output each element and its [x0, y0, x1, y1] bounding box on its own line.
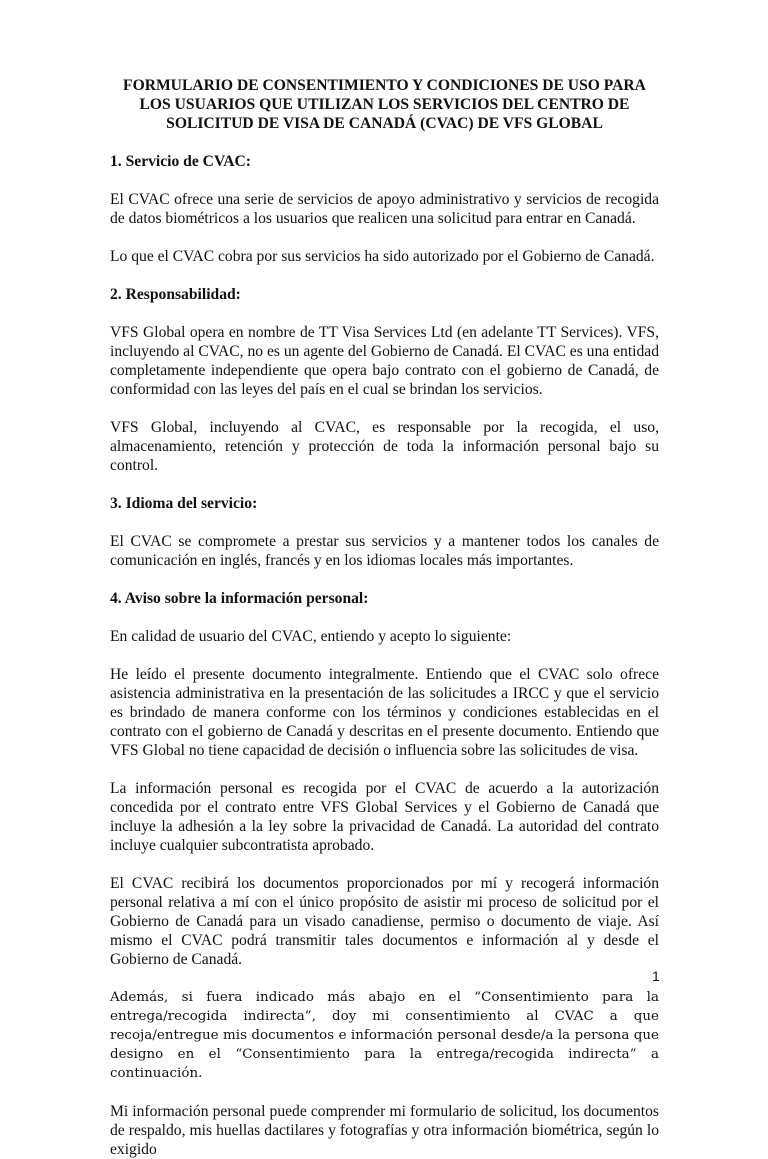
- page-number: 1: [652, 968, 660, 984]
- paragraph: En calidad de usuario del CVAC, entiendo y acepto lo siguiente:: [110, 628, 512, 645]
- paragraph: La información personal es recogida por el CVAC de acuerdo a la autorización concedida por el contrato entre VFS Global Services y el Gobierno de Canadá que incluye la adhesión a la ley sobre la privacidad de Canadá. La autoridad del contrato incluye cualquier subcontratista aprobado.: [110, 780, 659, 854]
- paragraph: Además, si fuera indicado más abajo en el “Consentimiento para la entrega/recogida indirecta”, doy mi consentimiento al CVAC a que recoja/entregue mis documentos e información personal desde/a la persona que designo en el “Consentimiento para la entrega/recogida indirecta” a continuación.: [110, 990, 659, 1081]
- document-title: FORMULARIO DE CONSENTIMIENTO Y CONDICIONES DE USO PARA LOS USUARIOS QUE UTILIZAN LOS SERVICIOS DEL CENTRO DE SOLICITUD DE VISA DE CANADÁ (CVAC) DE VFS GLOBAL: [123, 77, 646, 132]
- paragraph: El CVAC recibirá los documentos proporcionados por mí y recogerá información personal relativa a mí con el único propósito de asistir mi proceso de solicitud por el Gobierno de Canadá para un visado canadiense, permiso o documento de viaje. Así mismo el CVAC podrá transmitir tales documentos e información al y desde el Gobierno de Canadá.: [110, 875, 659, 968]
- section-heading-responsabilidad: 2. Responsabilidad:: [110, 286, 241, 303]
- paragraph: El CVAC se compromete a prestar sus servicios y a mantener todos los canales de comunicación en inglés, francés y en los idiomas locales más importantes.: [110, 533, 659, 569]
- paragraph: Lo que el CVAC cobra por sus servicios ha sido autorizado por el Gobierno de Canadá.: [110, 248, 655, 265]
- section-heading-aviso: 4. Aviso sobre la información personal:: [110, 590, 369, 607]
- paragraph: El CVAC ofrece una serie de servicios de apoyo administrativo y servicios de recogida de datos biométricos a los usuarios que realicen una solicitud para entrar en Canadá.: [110, 191, 659, 227]
- paragraph: VFS Global, incluyendo al CVAC, es responsable por la recogida, el uso, almacenamiento, retención y protección de toda la información personal bajo su control.: [110, 419, 659, 474]
- section-heading-servicio: 1. Servicio de CVAC:: [110, 153, 251, 170]
- paragraph: Mi información personal puede comprender mi formulario de solicitud, los documentos de respaldo, mis huellas dactilares y fotografías y otra información biométrica, según lo exigido: [110, 1103, 659, 1158]
- paragraph: VFS Global opera en nombre de TT Visa Services Ltd (en adelante TT Services). VFS, incluyendo al CVAC, no es un agente del Gobierno de Canadá. El CVAC es una entidad completamente independiente que opera bajo contrato con el gobierno de Canadá, de conformidad con las leyes del país en el cual se brindan los servicios.: [110, 324, 659, 398]
- paragraph: He leído el presente documento integralmente. Entiendo que el CVAC solo ofrece asistencia administrativa en la presentación de las solicitudes a IRCC y que el servicio es brindado de manera conforme con los términos y condiciones establecidas en el contrato con el gobierno de Canadá y descritas en el presente documento. Entiendo que VFS Global no tiene capacidad de decisión o influencia sobre las solicitudes de visa.: [110, 666, 659, 759]
- section-heading-idioma: 3. Idioma del servicio:: [110, 495, 258, 512]
